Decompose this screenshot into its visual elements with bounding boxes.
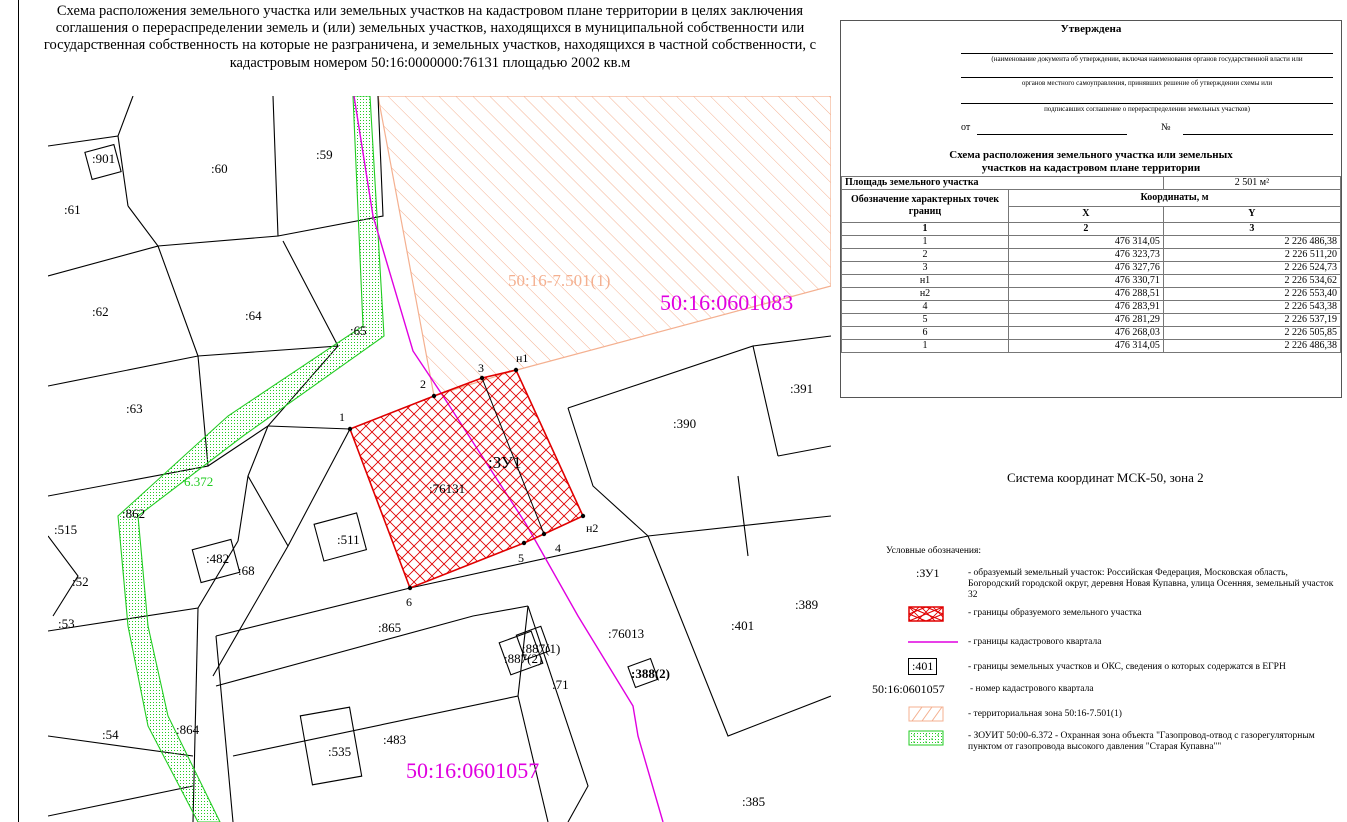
parcel-label: :61 bbox=[64, 202, 81, 217]
point-name: 5 bbox=[842, 314, 1009, 327]
parcel-label: :68 bbox=[238, 563, 255, 578]
vertex-label: 6 bbox=[406, 595, 412, 609]
vertex-label: 5 bbox=[518, 551, 524, 565]
parcel-label: :887(1) bbox=[522, 641, 561, 656]
y-value: 2 226 534,62 bbox=[1163, 275, 1340, 288]
legend-text: - границы земельных участков и ОКС, сведения о которых содержатся в ЕГРН bbox=[968, 662, 1286, 672]
zone-label: 50:16-7.501(1) bbox=[508, 271, 611, 290]
parcel-label: :401 bbox=[731, 618, 755, 633]
header-row bbox=[842, 190, 1341, 207]
x-value: 476 327,76 bbox=[1009, 262, 1164, 275]
area-label: Площадь земельного участка bbox=[842, 177, 1164, 190]
table-row bbox=[842, 327, 1341, 340]
parcel-label: :388(2) bbox=[631, 666, 670, 681]
legend-text: - территориальная зона 50:16-7.501(1) bbox=[968, 709, 1122, 719]
parcel-label: :53 bbox=[58, 616, 75, 631]
point-name: н1 bbox=[842, 275, 1009, 288]
area-value-cell bbox=[1163, 177, 1340, 190]
vertex-label: 1 bbox=[339, 410, 345, 424]
parcel-label: :483 bbox=[383, 732, 407, 747]
y-value: 2 226 505,85 bbox=[1163, 327, 1340, 340]
coordinate-system: Система координат МСК-50, зона 2 bbox=[1007, 470, 1204, 485]
area-value: 2 501 bbox=[1234, 177, 1258, 188]
point-name: 4 bbox=[842, 301, 1009, 314]
crosshatch-swatch-icon bbox=[908, 606, 944, 622]
x-value: 476 268,03 bbox=[1009, 327, 1164, 340]
vertex-label: 4 bbox=[555, 541, 561, 555]
coordinates-table bbox=[841, 176, 1341, 353]
zouit-swatch-icon bbox=[908, 730, 944, 746]
parcel-symbol: :401 bbox=[908, 658, 937, 675]
approval-heading: Утверждена bbox=[1060, 23, 1122, 35]
y-value: 2 226 537,19 bbox=[1163, 314, 1340, 327]
table-row bbox=[842, 314, 1341, 327]
magenta-line-icon bbox=[908, 636, 958, 648]
territorial-zone-area bbox=[378, 96, 831, 396]
table-row bbox=[842, 236, 1341, 249]
quarter-number-symbol: 50:16:0601057 bbox=[872, 682, 945, 696]
parcel-label: :482 bbox=[206, 551, 230, 566]
parcel-label: :887(2) bbox=[504, 651, 543, 666]
legend-item-parcel bbox=[886, 658, 1342, 676]
table-row bbox=[842, 340, 1341, 353]
approval-panel bbox=[840, 20, 1342, 398]
table-row bbox=[842, 249, 1341, 262]
parcel-label: :62 bbox=[92, 304, 109, 319]
area-row bbox=[842, 177, 1341, 190]
point-name: 2 bbox=[842, 249, 1009, 262]
area-unit: м² bbox=[1259, 177, 1270, 188]
parcel-label: :63 bbox=[126, 401, 143, 416]
y-value: 2 226 486,38 bbox=[1163, 340, 1340, 353]
cadastral-map-svg bbox=[48, 96, 831, 822]
quarter-label: 50:16:0601057 bbox=[406, 758, 540, 783]
parcel-label: :865 bbox=[378, 620, 402, 635]
scheme-title: Схема расположения земельного участка или земельных участков на кадастровом плане территории в целях заключения соглашения о перераспределении земель и (или) земельных участков, находящихся в муниципальной собственности или государственная собственность на которые не разграничена, и земельных участков, находящихся в частной собственности, с кадастровым номером 50:16:0000000:76131 площадью 2002 кв.м bbox=[43, 3, 817, 71]
parcel-label: :862 bbox=[122, 506, 146, 521]
parcel-label: :60 bbox=[211, 161, 228, 176]
coords-header: Координаты, м bbox=[1009, 190, 1341, 207]
parcel-label: :511 bbox=[337, 532, 360, 547]
parcel-label: :65 bbox=[350, 323, 367, 338]
x-value: 476 330,71 bbox=[1009, 275, 1164, 288]
approval-note: (наименование документа об утверждении, включая наименования органов государственной власти или bbox=[991, 55, 1303, 63]
parcel-label: :59 bbox=[316, 147, 333, 162]
y-value: 2 226 553,40 bbox=[1163, 288, 1340, 301]
cadastral-map[interactable] bbox=[48, 96, 831, 822]
zouit-zone-area bbox=[118, 96, 384, 822]
parcel-label: :54 bbox=[102, 727, 119, 742]
point-name: 3 bbox=[842, 262, 1009, 275]
x-value: 476 288,51 bbox=[1009, 288, 1164, 301]
parcel-label: :76131 bbox=[429, 481, 466, 496]
x-value: 476 281,29 bbox=[1009, 314, 1164, 327]
vertex-label: 2 bbox=[420, 377, 426, 391]
legend-text: - границы кадастрового квартала bbox=[968, 637, 1102, 647]
table-row bbox=[842, 301, 1341, 314]
parcel-label: :535 bbox=[328, 744, 352, 759]
table-row bbox=[842, 262, 1341, 275]
new-parcel-polygon bbox=[350, 370, 583, 588]
legend-text: - номер кадастрового квартала bbox=[970, 684, 1094, 694]
column-number: 2 bbox=[1009, 223, 1164, 236]
point-name: н2 bbox=[842, 288, 1009, 301]
parcel-label: :52 bbox=[72, 574, 89, 589]
column-number: 1 bbox=[842, 223, 1009, 236]
legend-text: - границы образуемого земельного участка bbox=[968, 608, 1142, 618]
legend-item-boundary bbox=[886, 606, 1342, 626]
y-value: 2 226 511,20 bbox=[1163, 249, 1340, 262]
x-value: 476 314,05 bbox=[1009, 340, 1164, 353]
approval-field-line[interactable] bbox=[961, 53, 1333, 54]
legend-item-quarter-line bbox=[886, 636, 1342, 652]
legend-title: Условные обозначения: bbox=[886, 546, 982, 556]
legend-text: - образуемый земельный участок: Российская Федерация, Московская область, Богородский городской округ, деревня Новая Купавна, улица Осенняя, земельный участок 32 bbox=[968, 568, 1334, 600]
vertex-label: н2 bbox=[586, 521, 599, 535]
legend-item-zone bbox=[886, 706, 1342, 724]
parcel-label: :385 bbox=[742, 794, 766, 809]
approval-field-line[interactable] bbox=[961, 77, 1333, 78]
point-name: 6 bbox=[842, 327, 1009, 340]
number-label: № bbox=[1161, 122, 1171, 133]
point-name: 1 bbox=[842, 236, 1009, 249]
coordinate-rows bbox=[842, 236, 1341, 353]
x-value: 476 283,91 bbox=[1009, 301, 1164, 314]
sheet-border-line bbox=[18, 0, 19, 822]
x-value: 476 314,05 bbox=[1009, 236, 1164, 249]
legend-item-new-parcel bbox=[886, 566, 1342, 606]
parcel-label: :76013 bbox=[608, 626, 645, 641]
date-field[interactable] bbox=[977, 134, 1127, 135]
vertex-label: 3 bbox=[478, 361, 484, 375]
schema-title: Схема расположения земельного участка или земельных участков на кадастровом плане территории bbox=[949, 149, 1233, 174]
legend-item-quarter-number bbox=[872, 682, 1342, 700]
date-label: от bbox=[961, 122, 971, 133]
quarter-label: 50:16:0601083 bbox=[660, 290, 794, 315]
parcel-label: :71 bbox=[552, 677, 569, 692]
column-numbers-row bbox=[842, 223, 1341, 236]
approval-note: подписавших соглашение о перераспределении земельных участков) bbox=[1044, 105, 1250, 113]
zouit-label: 6.372 bbox=[184, 474, 214, 489]
approval-note: органов местного самоуправления, принявших решение об утверждении схемы или bbox=[1021, 79, 1273, 87]
y-value: 2 226 486,38 bbox=[1163, 236, 1340, 249]
legend-item-zouit bbox=[886, 730, 1342, 760]
parcel-label: :515 bbox=[54, 522, 78, 537]
new-parcel-symbol: :ЗУ1 bbox=[916, 566, 940, 580]
parcel-label: :901 bbox=[92, 151, 116, 166]
y-value: 2 226 543,38 bbox=[1163, 301, 1340, 314]
zone-swatch-icon bbox=[908, 706, 944, 722]
points-header: Обозначение характерных точек границ bbox=[842, 190, 1009, 223]
point-name: 1 bbox=[842, 340, 1009, 353]
parcel-label: :64 bbox=[245, 308, 262, 323]
column-number: 3 bbox=[1163, 223, 1340, 236]
vertex-label: н1 bbox=[516, 351, 529, 365]
new-parcel-label: :ЗУ1 bbox=[488, 453, 522, 472]
x-header: X bbox=[1009, 206, 1164, 223]
y-header: Y bbox=[1163, 206, 1340, 223]
legend-text: - ЗОУИТ 50:00-6.372 - Охранная зона объекта "Газопровод-отвод с газорегуляторным пунктом от газопровода высокого давления "Старая Купавна"" bbox=[968, 731, 1315, 752]
parcel-label: :864 bbox=[176, 722, 200, 737]
number-field[interactable] bbox=[1183, 134, 1333, 135]
x-value: 476 323,73 bbox=[1009, 249, 1164, 262]
parcel-label: :390 bbox=[673, 416, 697, 431]
table-row bbox=[842, 288, 1341, 301]
parcel-label: :391 bbox=[790, 381, 814, 396]
y-value: 2 226 524,73 bbox=[1163, 262, 1340, 275]
parcel-label: :389 bbox=[795, 597, 819, 612]
table-row bbox=[842, 275, 1341, 288]
approval-field-line[interactable] bbox=[961, 103, 1333, 104]
